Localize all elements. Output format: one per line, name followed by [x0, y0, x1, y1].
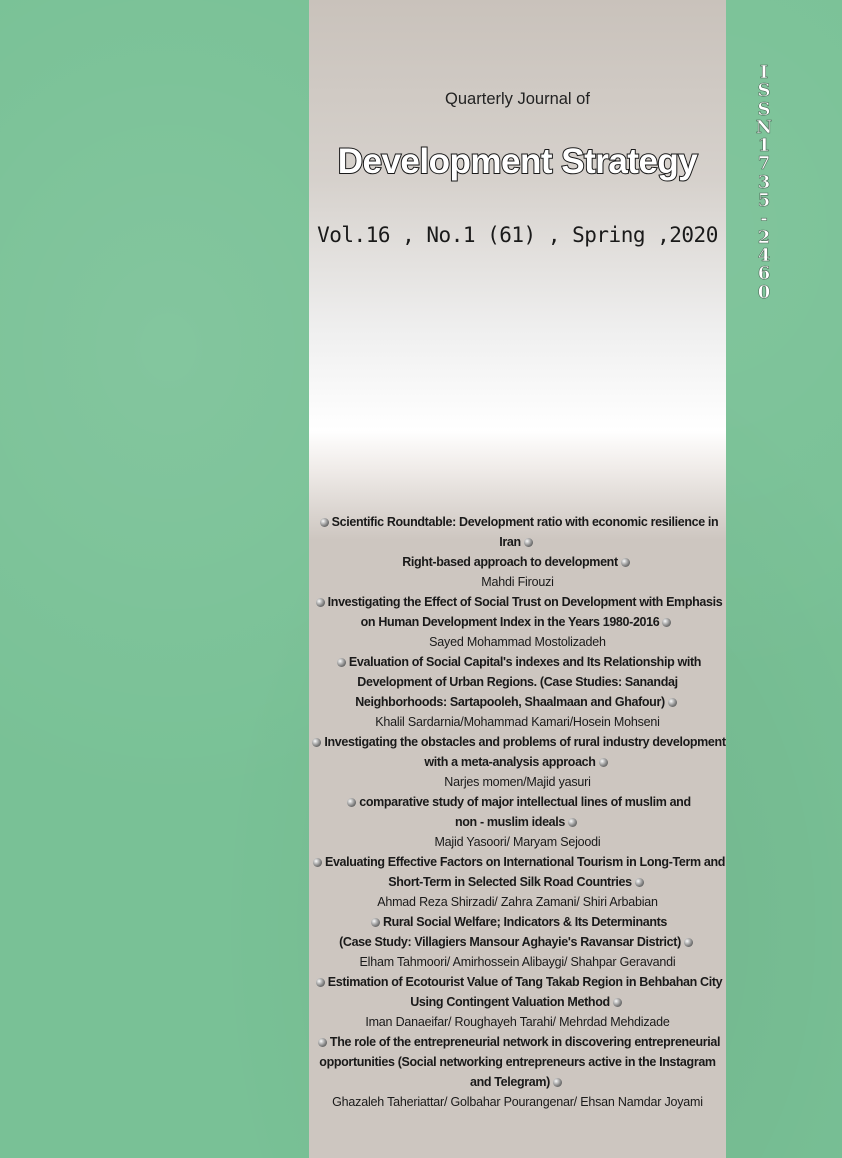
article-title-line	[309, 1052, 726, 1072]
article-entry	[309, 792, 726, 852]
article-title-line	[309, 812, 726, 832]
article-title-text: non - muslim ideals	[454, 815, 566, 829]
article-title-text: Evaluating Effective Factors on International Tourism in Long-Term and	[324, 855, 726, 869]
article-title-text: and Telegram)	[470, 1075, 550, 1089]
article-authors: Iman Danaeifar/ Roughayeh Tarahi/ Mehrdad Mehdizade	[365, 1015, 670, 1029]
bullet-icon	[312, 738, 321, 747]
bullet-icon	[635, 878, 644, 887]
article-title-text: Using Contingent Valuation Method	[410, 995, 610, 1009]
article-title-line	[309, 552, 726, 572]
journal-title: Development Strategy	[337, 142, 698, 181]
article-title-text: Investigating the obstacles and problems of rural industry development	[324, 735, 726, 749]
bullet-icon	[316, 598, 325, 607]
article-title-line	[309, 872, 726, 892]
bullet-icon	[524, 538, 533, 547]
article-entry	[309, 852, 726, 912]
article-title-text: Development of Urban Regions. (Case Studies: Sanandaj	[357, 675, 678, 689]
article-entry	[309, 972, 726, 1032]
issn-char: 5	[757, 190, 771, 212]
issn-vertical	[752, 64, 776, 302]
bullet-icon	[320, 518, 329, 527]
issn-char: 6	[757, 263, 771, 285]
bullet-icon	[313, 858, 322, 867]
article-title-line	[309, 972, 726, 992]
issn-char: S	[757, 80, 771, 102]
article-title-line	[309, 692, 726, 712]
article-entry	[309, 732, 726, 792]
article-authors: Ghazaleh Taheriattar/ Golbahar Pourangenar/ Ehsan Namdar Joyami	[332, 1095, 703, 1109]
issn-char: 2	[757, 226, 771, 248]
bullet-icon	[662, 618, 671, 627]
article-title-text: on Human Development Index in the Years 1980-2016	[360, 615, 660, 629]
bullet-icon	[318, 1038, 327, 1047]
bullet-icon	[568, 818, 577, 827]
article-title-line	[309, 592, 726, 612]
article-title-text: Investigating the Effect of Social Trust on Development with Emphasis	[327, 595, 723, 609]
article-title-line	[309, 1032, 726, 1052]
article-title-line	[309, 612, 726, 632]
article-title-text: Neighborhoods: Sartapooleh, Shaalmaan and Ghafour)	[355, 695, 665, 709]
article-entry	[309, 652, 726, 732]
article-title-text: with a meta-analysis approach	[424, 755, 596, 769]
issn-char: 0	[757, 281, 771, 303]
article-title-line	[309, 512, 726, 552]
article-authors: Ahmad Reza Shirzadi/ Zahra Zamani/ Shiri Arbabian	[377, 895, 658, 909]
issn-char: 3	[757, 171, 771, 193]
article-title-line	[309, 652, 726, 672]
bullet-icon	[337, 658, 346, 667]
article-title-line	[309, 932, 726, 952]
article-entry	[309, 512, 726, 552]
issn-char: N	[755, 116, 773, 138]
bullet-icon	[684, 938, 693, 947]
article-title-text: opportunities (Social networking entrepreneurs active in the Instagram	[319, 1055, 716, 1069]
article-title-text: Evaluation of Social Capital's indexes and Its Relationship with	[348, 655, 702, 669]
bullet-icon	[347, 798, 356, 807]
bullet-icon	[613, 998, 622, 1007]
article-authors: Mahdi Firouzi	[481, 575, 554, 589]
article-title-line	[309, 1072, 726, 1092]
bullet-icon	[371, 918, 380, 927]
journal-pre-title: Quarterly Journal of	[445, 90, 590, 108]
article-title-text: Estimation of Ecotourist Value of Tang Takab Region in Behbahan City	[327, 975, 723, 989]
bullet-icon	[621, 558, 630, 567]
article-entry	[309, 1032, 726, 1112]
article-entry	[309, 552, 726, 592]
article-authors: Khalil Sardarnia/Mohammad Kamari/Hosein Mohseni	[375, 715, 660, 729]
table-of-contents	[309, 512, 726, 1112]
article-title-text: Right-based approach to development	[402, 555, 618, 569]
issn-char: I	[759, 62, 769, 83]
article-title-text: comparative study of major intellectual lines of muslim and	[359, 795, 691, 809]
article-title-text: (Case Study: Villagiers Mansour Aghayie's Ravansar District)	[339, 935, 681, 949]
article-title-line	[309, 732, 726, 752]
article-title-line	[309, 752, 726, 772]
article-title-text: The role of the entrepreneurial network in discovering entrepreneurial	[329, 1035, 721, 1049]
article-title-line	[309, 672, 726, 692]
issn-char: 7	[757, 153, 771, 175]
bullet-icon	[668, 698, 677, 707]
article-authors: Elham Tahmoori/ Amirhossein Alibaygi/ Shahpar Geravandi	[359, 955, 676, 969]
article-title-line	[309, 992, 726, 1012]
issue-line: Vol.16 , No.1 (61) , Spring ,2020	[317, 223, 718, 247]
article-authors: Sayed Mohammad Mostolizadeh	[429, 635, 606, 649]
article-title-text: Scientific Roundtable: Development ratio with economic resilience in Iran	[331, 515, 719, 549]
bullet-icon	[316, 978, 325, 987]
issn-char: -	[760, 208, 768, 230]
article-title-text: Short-Term in Selected Silk Road Countries	[388, 875, 632, 889]
article-entry	[309, 912, 726, 972]
article-title-text: Rural Social Welfare; Indicators & Its Determinants	[382, 915, 668, 929]
issn-char: S	[757, 98, 771, 120]
issn-char: 1	[757, 135, 771, 157]
article-title-line	[309, 912, 726, 932]
bullet-icon	[599, 758, 608, 767]
issn-char: 4	[757, 244, 771, 266]
bullet-icon	[553, 1078, 562, 1087]
article-entry	[309, 592, 726, 652]
article-title-line	[309, 792, 726, 812]
article-title-line	[309, 852, 726, 872]
article-authors: Majid Yasoori/ Maryam Sejoodi	[434, 835, 601, 849]
article-authors: Narjes momen/Majid yasuri	[444, 775, 591, 789]
